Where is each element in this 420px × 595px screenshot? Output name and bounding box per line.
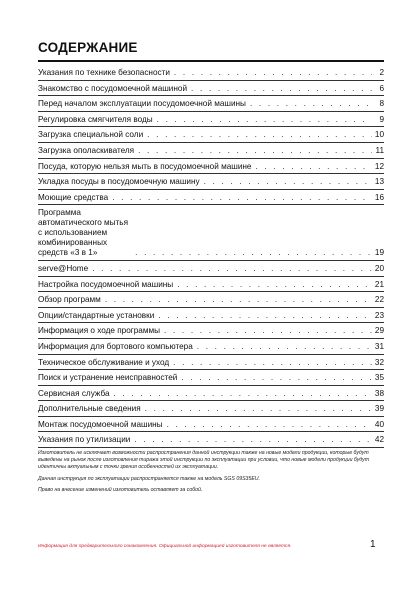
- toc-entry-page: 21: [374, 279, 384, 289]
- toc-leader-dots: [158, 311, 372, 321]
- note-paragraph: Право на внесение изменений изготовитель оставляет за собой.: [38, 487, 203, 493]
- toc-entry-page: 35: [374, 373, 384, 383]
- toc-leader-dots: [181, 373, 372, 383]
- toc-entry-page: 31: [374, 341, 384, 351]
- toc-entry-title: Сервисная служба: [38, 388, 110, 398]
- toc-leader-dots: [167, 420, 372, 430]
- toc-leader-dots: [114, 389, 372, 399]
- toc-entry-page: 29: [374, 326, 384, 336]
- toc-entry-page: 40: [374, 419, 384, 429]
- toc-leader-dots: [135, 248, 372, 258]
- toc-entry[interactable]: [38, 401, 384, 417]
- toc-entry-title: Информация о ходе программы: [38, 326, 160, 336]
- toc-entry[interactable]: [38, 81, 384, 97]
- toc-leader-dots: [134, 435, 372, 445]
- toc-leader-dots: [256, 162, 373, 172]
- toc-entry-title: Поиск и устранение неисправностей: [38, 373, 178, 383]
- toc-entry-title: Указания по утилизации: [38, 435, 131, 445]
- toc-entry[interactable]: [38, 432, 384, 448]
- toc-entry[interactable]: [38, 65, 384, 81]
- toc-entry-page: 22: [374, 295, 384, 305]
- toc-entry[interactable]: [38, 386, 384, 402]
- toc-entry-page: 9: [379, 114, 384, 124]
- toc-entry-page: 13: [374, 177, 384, 187]
- toc-entry[interactable]: [38, 323, 384, 339]
- toc-entry-page: 20: [374, 263, 384, 273]
- preliminary-info-note: Информация для предварительного ознакомления. Официальной информацией изготовителя не является.: [38, 544, 292, 549]
- toc-entry[interactable]: [38, 205, 384, 261]
- toc-entry-page: 32: [374, 357, 384, 367]
- toc-entry-title: Обзор программ: [38, 295, 101, 305]
- toc-entry-page: 39: [374, 404, 384, 414]
- toc-entry[interactable]: [38, 174, 384, 190]
- toc-entry-page: 11: [375, 145, 384, 155]
- toc-leader-dots: [157, 115, 372, 125]
- toc-entry[interactable]: [38, 261, 384, 277]
- toc-entry[interactable]: [38, 339, 384, 355]
- toc-leader-dots: [138, 146, 372, 156]
- toc-entry-title: Программа автоматического мытья с использованием комбинированных средств «3 в 1»: [38, 208, 128, 258]
- toc-entry[interactable]: [38, 159, 384, 175]
- toc-entry-title: Моющие средства: [38, 192, 109, 202]
- toc-entry-page: 6: [379, 83, 384, 93]
- notes-block: [38, 450, 384, 499]
- toc-entry-title: Указания по технике безопасности: [38, 68, 170, 77]
- toc-entry[interactable]: [38, 96, 384, 112]
- toc-entry-title: Знакомство с посудомоечной машиной: [38, 83, 188, 93]
- toc-leader-dots: [145, 404, 372, 414]
- toc-entry[interactable]: [38, 277, 384, 293]
- note-paragraph: Изготовитель не исключает возможности распространения данной инструкции также на новые модели продукции, которые будут выведены на рынок после изготовления тиража этой инструкции по эксплуатации при условии, что новые модели продукции будут идентичны актуальным с точки зрения особенностей их эксплуатации.: [38, 450, 370, 470]
- toc-entry-title: Настройка посудомоечной машины: [38, 279, 174, 289]
- table-of-contents: [38, 65, 384, 448]
- toc-leader-dots: [112, 193, 372, 203]
- toc-entry-title: Загрузка специальной соли: [38, 130, 144, 140]
- page-title: СОДЕРЖАНИЕ: [38, 40, 138, 55]
- toc-entry-title: Информация для бортового компьютера: [38, 341, 193, 351]
- toc-entry-title: Монтаж посудомоечной машины: [38, 419, 163, 429]
- toc-leader-dots: [105, 295, 372, 305]
- toc-entry-title: Перед началом эксплуатации посудомоечной машины: [38, 99, 246, 109]
- toc-entry-page: 16: [374, 192, 384, 202]
- toc-entry-page: 42: [374, 435, 384, 445]
- toc-entry-page: 2: [379, 68, 384, 77]
- toc-leader-dots: [174, 68, 372, 78]
- toc-entry[interactable]: [38, 370, 384, 386]
- toc-entry-title: Техническое обслуживание и уход: [38, 357, 170, 367]
- toc-entry-title: Дополнительные сведения: [38, 404, 141, 414]
- title-underline: [38, 60, 384, 62]
- toc-leader-dots: [191, 84, 372, 94]
- toc-entry[interactable]: [38, 190, 384, 206]
- toc-entry-title: Регулировка смягчителя воды: [38, 114, 153, 124]
- page-number: 1: [370, 539, 376, 550]
- toc-entry-title: Укладка посуды в посудомоечную машину: [38, 177, 200, 187]
- toc-entry-title: Опции/стандартные установки: [38, 310, 155, 320]
- toc-entry-page: 10: [374, 130, 384, 140]
- toc-leader-dots: [92, 264, 372, 274]
- toc-entry[interactable]: [38, 292, 384, 308]
- toc-entry-page: 38: [374, 388, 384, 398]
- toc-entry[interactable]: [38, 308, 384, 324]
- toc-entry[interactable]: [38, 417, 384, 433]
- toc-entry-page: 8: [379, 99, 384, 109]
- toc-leader-dots: [164, 326, 372, 336]
- toc-leader-dots: [177, 280, 372, 290]
- toc-entry-page: 12: [374, 161, 384, 171]
- toc-leader-dots: [147, 130, 372, 140]
- toc-leader-dots: [173, 358, 372, 368]
- toc-entry[interactable]: [38, 355, 384, 371]
- toc-entry-page: 19: [374, 248, 384, 258]
- toc-entry[interactable]: [38, 143, 384, 159]
- toc-entry-page: 23: [374, 310, 384, 320]
- toc-leader-dots: [197, 342, 372, 352]
- toc-entry-title: serve@Home: [38, 263, 89, 273]
- note-paragraph: Данная инструкция по эксплуатации распространяется также на модель SGS 09S35EU.: [38, 475, 260, 482]
- toc-entry-title: Посуда, которую нельзя мыть в посудомоечной машине: [38, 161, 252, 171]
- toc-entry-title: Загрузка ополаскивателя: [38, 145, 135, 155]
- toc-leader-dots: [250, 99, 372, 109]
- toc-entry[interactable]: [38, 112, 384, 128]
- toc-entry[interactable]: [38, 127, 384, 143]
- toc-leader-dots: [204, 177, 372, 187]
